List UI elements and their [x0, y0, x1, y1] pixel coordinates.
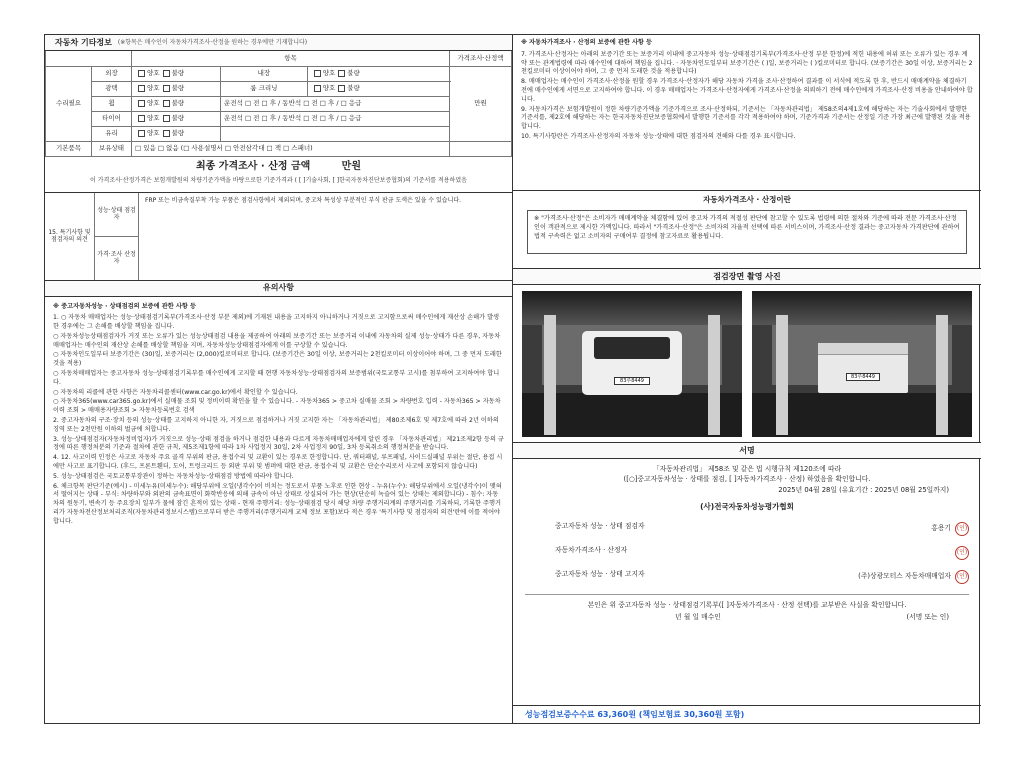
checkbox[interactable] — [138, 85, 145, 92]
checkbox[interactable] — [314, 70, 321, 77]
truck-front — [582, 331, 682, 395]
etc-info-table — [45, 51, 512, 157]
receipt-sign[interactable]: (서명 또는 인) — [906, 613, 949, 622]
special-notes — [45, 193, 512, 281]
definition-text: ※ "가격조사·산정"은 소비자가 매매계약을 체결함에 있어 중고차 가격의 적절성 판단에 참고할 수 있도록 법령에 의한 절차와 기준에 따라 전문 가격조사·산정인이 객관적으로 제시한 가액입니다. 따라서 "가격조사·산정"은 소비자의 자율적 선택에 따른 서비스이며, 가격조사·산정 결과는 중고자동차 가격판단에 관하여 법적 구속력은 없고 소비자의 구매여부 결정에 참고자료로 활용됩니다. — [527, 210, 967, 254]
warranty-item: 10. 특기사항란은 가격조사·산정자의 자동차 성능·상태에 대한 점검자의 견해와 다를 경우 표시합니다. — [521, 132, 796, 140]
row-extra[interactable]: 운전석 □ 전 □ 후 / 동반석 □ 전 □ 후 / □ 응급 — [221, 96, 450, 111]
warranty-item: 9. 자동차가격은 보험개발원이 정한 차량기준가액을 기준가격으로 조사·산정하되, 기준서는 「자동차관리법」 제58조의4제1호에 해당하는 자는 기술사회에서 발행한 기준서를, 제2호에 해당하는 자는 한국자동차진단보증협회에서 발행한 기준서를 각각 적용하여야 하며, 기준가격과 기준서는 산정일 기준 가장 최근에 발행된 것을 적용합니다. — [521, 105, 971, 131]
receipt-date[interactable]: 년 월 일 매수인 — [675, 613, 721, 622]
license-plate: 83루8449 — [846, 373, 880, 381]
row-opts2[interactable]: 양호 불량 — [307, 81, 449, 96]
checkbox[interactable] — [138, 130, 145, 137]
inspection-sheet — [44, 34, 980, 724]
checkbox[interactable] — [338, 70, 345, 77]
sign-law: 「자동차관리법」 제58조 및 같은 법 시행규칙 제120조에 따라 — [652, 465, 842, 473]
right-column — [513, 35, 981, 723]
sign-confirm: ([○]중고자동차성능 · 상태를 점검, [ ]자동차가격조사 · 산정) 하였음을 확인합니다. — [623, 475, 871, 484]
sign-row — [555, 546, 969, 560]
row-name2: 내장 — [221, 66, 308, 81]
row-opts[interactable]: 양호 불량 — [132, 81, 221, 96]
basic-sub: 보유상태 — [92, 141, 132, 156]
row-opts2[interactable]: 양호 불량 — [307, 66, 449, 81]
row-opts[interactable]: 양호 불량 — [132, 111, 221, 126]
unit-won: 만원 — [450, 66, 512, 141]
note-item: ○ 자동차매매업자는 중고자동차 성능·상태점검기록부를 매수인에게 고지할 때 현행 자동차성능·상태점검자의 보증범위(국토교통부 고시)를 첨부하여 고지하여야 합니다. — [53, 370, 500, 386]
note-item: 6. 체크항목 판단기준(예시) - 미세누유(미세누수): 해당부위에 오일(냉각수)이 비치는 정도로서 부품 노후로 인한 현상 - 누유(누수): 해당부위에서 오일(냉각수)이 맺혀서 떨어지는 상태 - 부식: 차량하부와 외판의 금속표면이 화학반응에 의해 금속이 아닌 상태로 상실되어 가는 현상(단순히 녹슬어 있는 상태는 제외합니다) - 침수: 자동차의 원동기, 변속기 등 주요장치 일부가 물에 잠긴 흔적이 있는 상태 - 현재 주행거리: 성능·상태점검 당시 해당 차량 주행거리계의 주행거리를 기록하되, 기록한 주행거리가 자동차전산정보처리조직(자동차관리정보시스템)으로부터 받은 주행거리(주행거리계 교체 정보 포함)보다 적은 경우 '특기사항 및 점검자의 의견'란에 이를 적어야 합니다. — [53, 482, 502, 525]
col-item: 항목 — [132, 51, 450, 66]
row-name: 유리 — [92, 126, 132, 141]
warranty-notes — [513, 35, 981, 191]
sign-row-name: (주)상광모터스 자동차매매업자 — [858, 571, 951, 580]
checkbox[interactable] — [163, 85, 170, 92]
notes-section-title: ※ 중고자동차성능 · 상태점검의 보증에 관한 사항 등 — [53, 302, 196, 310]
special-label: 15. 특기사항 및 점검자의 의견 — [45, 193, 95, 280]
checkbox[interactable] — [138, 115, 145, 122]
sign-org: (사)전국자동차성능평가협회 — [700, 502, 794, 512]
note-item: ○ 자동차365(www.car365.go.kr)에서 실매물 조회 및 정비이력 확인을 할 수 있습니다. - 자동차365 > 중고차 실매물 조회 > 차량번호 입력 - 자동차365 > 자동차 이력 조회 > 매매용자량조회 > 자동차등록번호 검색 — [53, 398, 501, 415]
photo-front — [522, 291, 742, 437]
basic-opts[interactable]: □ 있음 □ 없음 (□ 사용설명서 □ 안전삼각대 □ 잭 □ 스패너) — [132, 141, 450, 156]
receipt-text: 본인은 위 중고자동차 성능 · 상태점검기록부([ ]자동차가격조사 · 산정 선택)를 교부받은 사실을 확인합니다. — [587, 600, 907, 609]
checkbox[interactable] — [338, 85, 345, 92]
row-name: 광택 — [92, 81, 132, 96]
note-item: 4. 12. 사고이력 인정은 사고로 자동차 주요 골격 부위의 판금, 용접수리 및 교환이 있는 경우로 한정합니다. 단, 쿼터패널, 루프패널, 사이드실패널 부위는 절단, 용접 시에만 사고로 표기합니다. (후드, 프론트휀더, 도어, 트렁크리드 등 외판 부위 및 범퍼에 대한 판금, 용접수리 및 교환은 단순수리로서 사고에 포함되지 않습니다) — [53, 454, 503, 471]
seal-icon: (인) — [955, 570, 969, 584]
definition-section — [513, 191, 981, 269]
etc-info-header — [45, 35, 512, 51]
row-opts[interactable]: 양호 불량 — [132, 126, 221, 141]
row-name2: 룸 크리닝 — [221, 81, 308, 96]
note-item: 5. 성능·상태점검은 국토교통부장관이 정하는 자동차성능·상태점검 방법에 따라야 합니다. — [53, 472, 294, 480]
sign-header: 서명 — [513, 443, 981, 459]
col-price: 가격조사·산정액 — [450, 51, 512, 66]
final-unit: 만원 — [341, 160, 361, 172]
checkbox[interactable] — [163, 130, 170, 137]
definition-title: 자동차가격조사 · 산정이란 — [703, 195, 791, 204]
checkbox[interactable] — [163, 115, 170, 122]
row-opts[interactable]: 양호 불량 — [132, 66, 221, 81]
final-note: 이 가격조사·산정가격은 보험개발원의 차량기준가액을 바탕으로한 기준가격과 ( [ ]기술사회, [ ]한국자동차진단보증협회)의 기준서를 적용하였음 — [90, 177, 467, 184]
sign-section — [513, 459, 981, 626]
seal-icon: (인) — [955, 546, 969, 560]
note-item: 1. ○ 자동차 매매업자는 성능·상태점검기록부(가격조사·산정 부분 제외)에 기재된 내용을 고지하지 아니하거나 거짓으로 고지함으로써 매수인에게 재산상 손해가 발생한 경우에는 그 손해를 배상할 책임을 집니다. — [53, 314, 500, 331]
fee-text: 성능점검보증수수료 63,360원 (책임보험료 30,360원 포함) — [513, 705, 981, 723]
checkbox[interactable] — [314, 85, 321, 92]
seal-icon: (인) — [955, 522, 969, 536]
special-text: FRP 또는 비금속질부착 가능 부품은 점검사항에서 제외되며, 중고차 특성상 부분적인 부식 판금 도색은 있을 수 있습니다. — [145, 196, 462, 204]
etc-info-note: (※항목은 매수인이 자동차가격조사·산정을 원하는 경우에만 기재합니다) — [117, 38, 308, 46]
photo-header: 점검장면 촬영 사진 — [513, 269, 981, 285]
notes-header: 유의사항 — [45, 281, 512, 297]
checkbox[interactable] — [163, 70, 170, 77]
left-column — [45, 35, 513, 723]
notes-body — [45, 297, 512, 534]
warranty-item: 8. 매매업자는 매수인이 가격조사·산정을 원할 경우 가격조사·산정자가 해당 자동차 가격을 조사·산정하여 결과를 이 서식에 적도록 한 후, 반드시 매매계약을 체결하기 전에 매수인에게 서면으로 고지하여야 합니다. 이 경우 매매업자는 가격조사·산정자에게 가격조사·산정을 의뢰하기 전에 매수인에게 가격조사·산정 비용을 안내하여야 합니다. — [521, 78, 973, 103]
special-inspector: 성능·상태 점검자 — [95, 193, 138, 237]
row-name: 타이어 — [92, 111, 132, 126]
note-item: 3. 성능·상태점검자(자동차정비업자)가 거짓으로 성능·상태 점검을 하거나 점검한 내용과 다르게 자동차매매업자에게 알린 경우 「자동차관리법」 제21조제2항 등의 규정에 따른 행정처분의 기준과 절차에 관한 규칙, 제5조제1항에 따라 1차 사업정지 30일, 2차 사업정지 90일, 3차 등록취소의 행정처분을 받습니다. — [53, 435, 504, 452]
note-item: ○ 자동차성능상태점검자가 거짓 또는 오류가 있는 성능상태점검 내용을 제공하여 아래의 보증기간 또는 보증거리 이내에 자동차의 실제 성능·상태가 다른 경우, 자동차매매업자는 매수인의 재산상 손해를 배상할 책임을 지며, 자동차성능상태점검자에게 이를 구상할 수 있습니다. — [53, 332, 501, 349]
checkbox[interactable] — [163, 100, 170, 107]
license-plate: 83루8449 — [614, 377, 650, 385]
basic-label: 기본품목 — [46, 141, 92, 156]
sign-row-label: 자동차가격조사 · 산정자 — [555, 545, 628, 554]
sign-row-label: 중고자동차 성능 · 상태 점검자 — [555, 521, 645, 530]
row-extra[interactable]: 운전석 □ 전 □ 후 / 동반석 □ 전 □ 후 / □ 응급 — [221, 111, 450, 126]
sign-date: 2025년 04월 28일 (유효기간 : 2025년 08월 25일까지) — [778, 485, 949, 494]
final-price — [45, 157, 512, 193]
row-name: 외장 — [92, 66, 132, 81]
checkbox[interactable] — [138, 70, 145, 77]
checkbox[interactable] — [138, 100, 145, 107]
photo-rear — [752, 291, 972, 437]
sign-row — [555, 522, 969, 536]
warranty-item: 7. 가격조사·산정자는 아래의 보증기간 또는 보증거리 이내에 중고자동차 성능·상태점검기록부(가격조사·산정 부분 한정)에 적힌 내용에 허위 또는 오류가 있는 경우 계약 또는 관계법령에 따라 매수인에 대하여 책임을 집니다. · 자동차인도일부터 보증기간은 ( )일, 보증거리는 ( )킬로미터로 합니다. (보증기간은 30일 이상, 보증거리는 2천킬로미터 이상이어야 하며, 그 중 먼저 도래한 것을 적용합니다) — [521, 50, 973, 76]
warranty-header: ※ 자동차가격조사 · 산정의 보증에 관한 사항 등 — [521, 39, 653, 46]
inspection-photos — [513, 285, 981, 443]
final-title: 최종 가격조사 · 산정 금액 — [196, 160, 311, 172]
truck-rear — [818, 343, 908, 393]
row-name: 휠 — [92, 96, 132, 111]
note-item: ○ 자동차인도일부터 보증기간은 (30)일, 보증거리는 (2,000)킬로미터로 합니다. (보증기간은 30일 이상, 보증거리는 2천킬로미터 이상이어야 하며, 그 중 먼저 도래한 것을 적용) — [53, 351, 502, 368]
sign-row — [555, 570, 969, 584]
sign-row-label: 중고자동차 성능 · 상태 고지자 — [555, 569, 645, 578]
row-opts[interactable]: 양호 불량 — [132, 96, 221, 111]
repair-label: 수리필요 — [46, 66, 92, 141]
note-item: 2. 중고자동차의 구조·장치 등의 성능·상태를 고지하지 아니한 자, 거짓으로 점검하거나 거짓 고지한 자는 「자동차관리법」 제80조제6호 및 제7호에 따라 2년 이하의 징역 또는 2천만원 이하의 벌금에 처합니다. — [53, 417, 499, 433]
etc-info-title: 자동차 기타정보 — [55, 37, 112, 47]
special-appraiser: 가격·조사 산정자 — [97, 250, 136, 265]
sign-row-name: 홍용기 — [931, 523, 951, 532]
note-item: ○ 자동차의 리콜에 관한 사항은 자동차리콜센터(www.car.go.kr)에서 확인할 수 있습니다. — [53, 388, 298, 396]
